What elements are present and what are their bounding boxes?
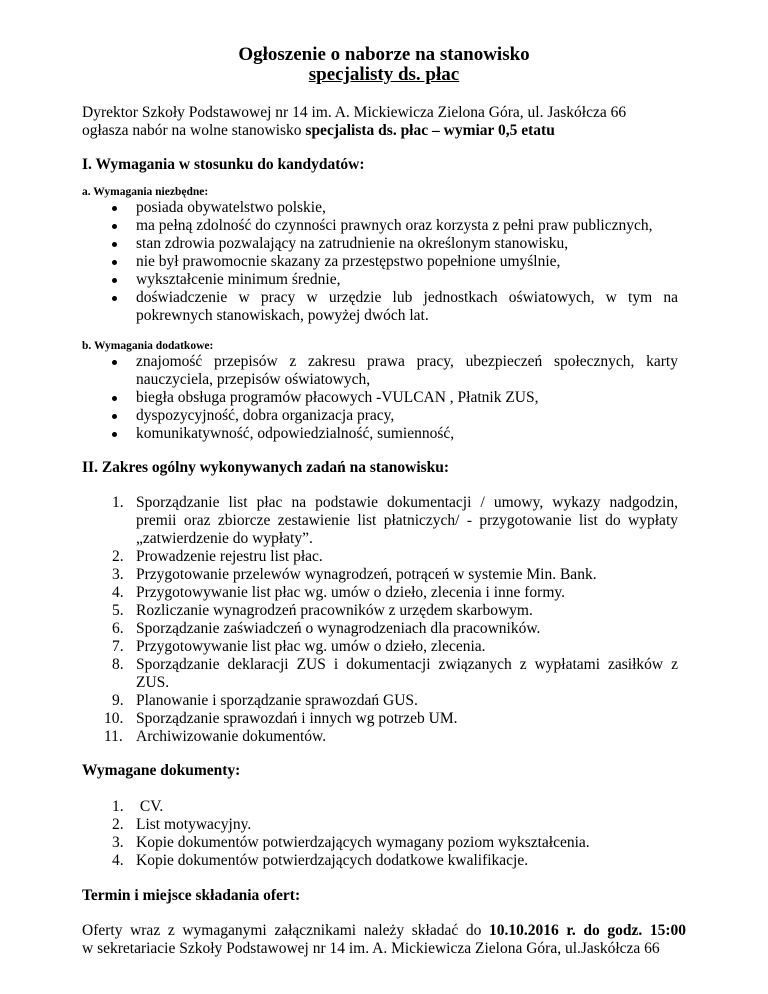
page-title: Ogłoszenie o naborze na stanowisko (238, 44, 530, 65)
bullet-icon (112, 217, 120, 235)
task-line: Sporządzanie list płac na podstawie dokumentacji / umowy, wykazy nadgodzin, (136, 494, 678, 511)
intro-line-1: Dyrektor Szkoły Podstawowej nr 14 im. A. Mickiewicza Zielona Góra, ul. Jaskółcza 66 (82, 104, 627, 121)
task-line: ZUS. (136, 674, 170, 691)
list-item-continuation: pokrewnych stanowiskach, powyżej dwóch lat. (136, 307, 429, 324)
task-line: Sporządzanie zaświadczeń o wynagrodzeniach dla pracowników. (136, 620, 541, 637)
list-number: 10. (104, 710, 124, 727)
bullet-icon (112, 407, 120, 425)
task-line: Sporządzanie sprawozdań i innych wg potrzeb UM. (136, 710, 458, 727)
list-number: 2. (112, 548, 124, 565)
task-line: Przygotowywanie list płac wg. umów o dzieło, zlecenia i inne formy. (136, 584, 566, 601)
list-number: 7. (112, 638, 124, 655)
section-4-heading: Termin i miejsce składania ofert: (82, 887, 301, 904)
list-item: ma pełną zdolność do czynności prawnych oraz korzysta z pełni praw publicznych, (136, 217, 653, 234)
list-number: 1. (112, 798, 124, 815)
list-number: 9. (112, 692, 124, 709)
list-item: dyspozycyjność, dobra organizacja pracy, (136, 407, 395, 424)
doc-item: CV. (136, 798, 164, 815)
doc-item: Kopie dokumentów potwierdzających wymagany poziom wykształcenia. (136, 834, 590, 851)
subsection-b-heading: b. Wymagania dodatkowe: (82, 340, 214, 352)
intro-text: ogłasza nabór na wolne stanowisko (82, 122, 306, 139)
doc-item: List motywacyjny. (136, 816, 252, 833)
task-line: „zatwierdzenie do wypłaty”. (136, 530, 313, 547)
offers-line-2: w sekretariacie Szkoły Podstawowej nr 14 im. A. Mickiewicza Zielona Góra, ul.Jaskółcza 66 (82, 940, 660, 957)
list-number: 3. (112, 566, 124, 583)
intro-position: specjalista ds. płac – wymiar 0,5 etatu (305, 122, 555, 139)
list-number: 2. (112, 816, 124, 833)
task-line: Planowanie i sporządzanie sprawozdań GUS. (136, 692, 418, 709)
page-subtitle: specjalisty ds. płac (308, 64, 460, 85)
bullet-icon (112, 353, 120, 371)
offers-text: Oferty wraz z wymaganymi załącznikami należy składać do (82, 922, 489, 939)
doc-item: Kopie dokumentów potwierdzających dodatkowe kwalifikacje. (136, 852, 529, 869)
list-number: 4. (112, 852, 124, 869)
list-item: wykształcenie minimum średnie, (136, 271, 341, 288)
intro-line-2 (82, 122, 555, 140)
list-item: komunikatywność, odpowiedzialność, sumienność, (136, 425, 455, 442)
list-number: 6. (112, 620, 124, 637)
section-3-heading: Wymagane dokumenty: (82, 762, 241, 779)
task-line: Przygotowanie przelewów wynagrodzeń, potrąceń w systemie Min. Bank. (136, 566, 597, 583)
list-number: 4. (112, 584, 124, 601)
list-item: nie był prawomocnie skazany za przestępstwo popełnione umyślnie, (136, 253, 561, 270)
list-number: 5. (112, 602, 124, 619)
list-item: biegła obsługa programów płacowych -VULCAN , Płatnik ZUS, (136, 389, 539, 406)
task-line: premii oraz zbiorcze zestawienie list płatniczych/ - przygotowanie list do wypłaty (136, 512, 678, 529)
section-2-heading: II. Zakres ogólny wykonywanych zadań na stanowisku: (82, 459, 450, 476)
list-number: 1. (112, 494, 124, 511)
bullet-icon (112, 271, 120, 289)
subsection-a-heading: a. Wymagania niezbędne: (82, 186, 209, 198)
bullet-icon (112, 425, 120, 443)
list-item: stan zdrowia pozwalający na zatrudnienie na określonym stanowisku, (136, 235, 569, 252)
task-line: Rozliczanie wynagrodzeń pracowników z urzędem skarbowym. (136, 602, 533, 619)
section-1-heading: I. Wymagania w stosunku do kandydatów: (82, 156, 365, 173)
list-number: 3. (112, 834, 124, 851)
task-line: Prowadzenie rejestru list płac. (136, 548, 323, 565)
task-line: Przygotowywanie list płac wg. umów o dzieło, zlecenia. (136, 638, 486, 655)
bullet-icon (112, 289, 120, 307)
list-number: 8. (112, 656, 124, 673)
bullet-icon (112, 253, 120, 271)
list-number: 11. (104, 728, 123, 745)
list-item: posiada obywatelstwo polskie, (136, 199, 326, 216)
offers-deadline: 10.10.2016 r. do godz. 15:00 (489, 922, 686, 939)
task-line: Archiwizowanie dokumentów. (136, 728, 327, 745)
list-item: doświadczenie w pracy w urzędzie lub jednostkach oświatowych, w tym na (136, 289, 678, 306)
bullet-icon (112, 389, 120, 407)
bullet-icon (112, 235, 120, 253)
offers-line-1 (82, 922, 686, 940)
list-item: znajomość przepisów z zakresu prawa pracy, ubezpieczeń społecznych, karty (136, 353, 678, 370)
task-line: Sporządzanie deklaracji ZUS i dokumentacji związanych z wypłatami zasiłków z (136, 656, 678, 673)
list-item-continuation: nauczyciela, przepisów oświatowych, (136, 371, 371, 388)
bullet-icon (112, 199, 120, 217)
